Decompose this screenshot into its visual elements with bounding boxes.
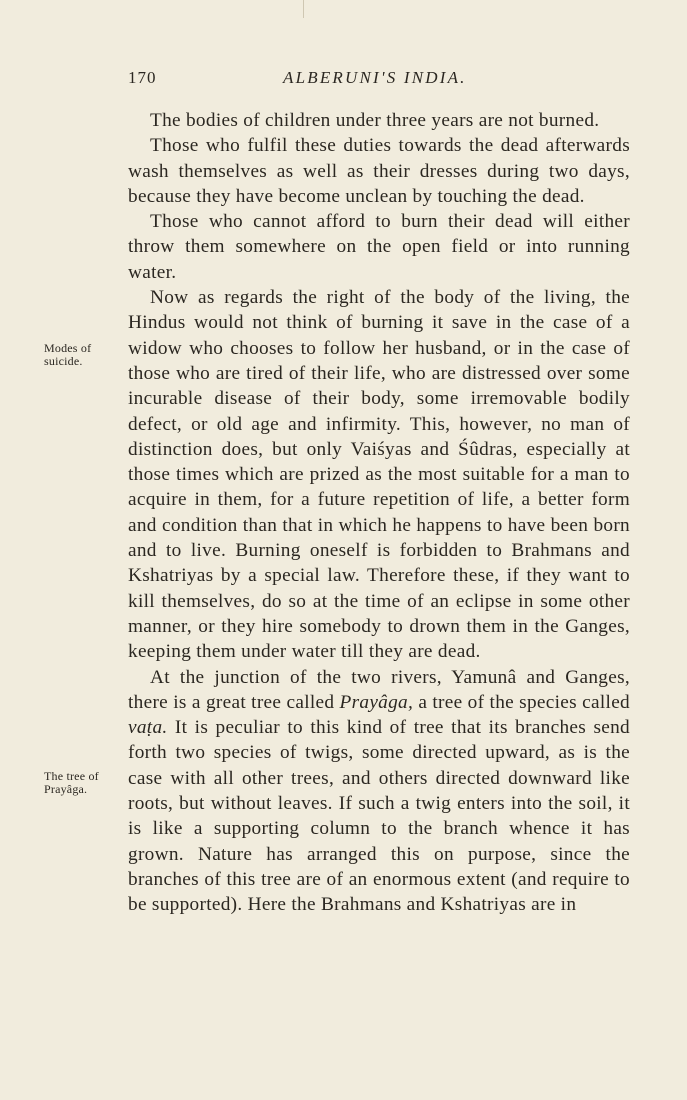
page-number: 170: [128, 68, 157, 87]
paragraph-prayaga-tree: [128, 665, 630, 918]
paragraph-purification: Those who fulfil these duties towards the dead afterwards wash themselves as well as their dresses during two days, because they have become unclean by touching the dead.: [128, 135, 630, 207]
running-title: ALBERUNI'S INDIA.: [283, 68, 467, 87]
text-run: a tree of the species called: [413, 691, 630, 713]
text-run: At the junction of the two rivers, Yamunâ and Ganges, there is a great tree called: [128, 666, 630, 713]
text-run: It is peculiar to this kind of tree that its branches send forth two species of twigs, some directed upward, as is the case with all other trees, and others directed downward like roots, but without leaves. If such a twig enters into the soil, it is like a supporting column to the branch whence it has grown. Nature has arranged this on purpose, since the branches of this tree are of an enormous extent (and require to be supported). Here the Brahmans and Kshatriyas are in: [128, 717, 630, 916]
body-text: [128, 108, 630, 918]
term-vata: vaṭa.: [128, 717, 168, 739]
term-prayaga: Prayâga,: [339, 691, 414, 713]
paragraph-children: The bodies of children under three years are not burned.: [150, 110, 600, 131]
page-crease: [303, 0, 304, 18]
paragraph-poor-dead: Those who cannot afford to burn their dead will either throw them somewhere on the open field or into running water.: [128, 211, 630, 283]
running-head: [128, 68, 630, 96]
margin-note-modes-of-suicide: Modes of suicide.: [44, 341, 92, 368]
margin-note-tree-of-prayaga: The tree of Prayâga.: [44, 769, 99, 796]
paragraph-suicide: Now as regards the right of the body of the living, the Hindus would not think of burning it save in the case of a widow who chooses to follow her husband, or in the case of those who are tired of their life, who are distressed over some incurable disease of their body, some irremovable bodily defect, or old age and infirmity. This, however, no man of distinction does, but only Vaiśyas and Śûdras, especially at those times which are prized as the most suitable for a man to acquire in them, for a future repetition of life, a better form and condition than that in which he happens to have been born and to live. Burning oneself is forbidden to Brahmans and Kshatriyas by a special law. Therefore these, if they want to kill themselves, do so at the time of an eclipse in some other manner, or they hire somebody to drown them in the Ganges, keeping them under water till they are dead.: [128, 287, 630, 663]
